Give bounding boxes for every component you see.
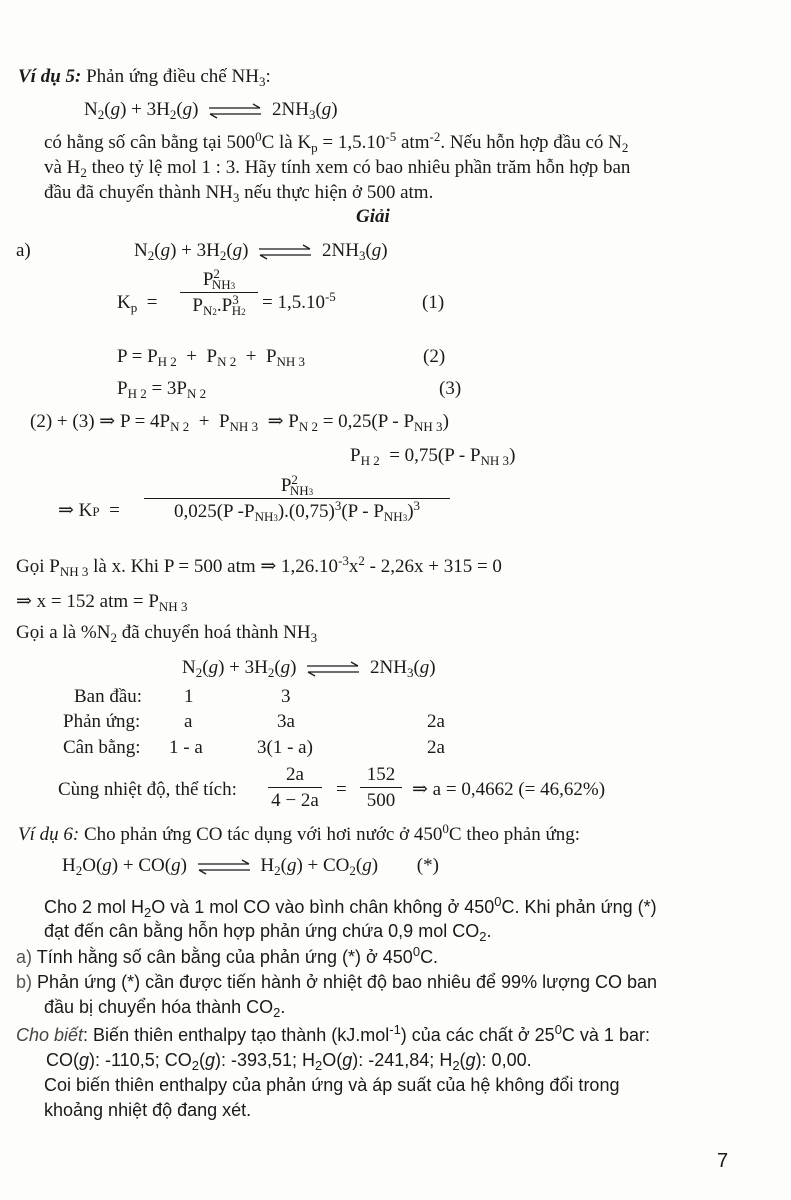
page-number: 7 — [717, 1150, 729, 1172]
example5-label: Ví dụ 5: — [18, 66, 82, 87]
note-line1: Coi biến thiên enthalpy của phản ứng và áp suất của hệ không đổi trong — [44, 1075, 620, 1095]
table-reaction: $N_2(g) + 3H_2(g)$ $2NH_3(g)$ — [182, 657, 436, 680]
eq3-expression: $P_{H 2} = 3P_{N 2}$ — [117, 378, 207, 401]
goi-a-line: Gọi a là $\%N_2$ đã chuyển hoá thành $NH_3$ — [16, 622, 318, 645]
equilibrium-arrow-icon — [305, 661, 361, 677]
cell-nh3-reaction: 2a — [427, 711, 445, 732]
kp-derived-symbol: ⇒ KP = — [58, 500, 120, 521]
row-label-initial: Ban đầu: — [74, 686, 143, 707]
question-b-line1: b) Phản ứng (*) cần được tiến hành ở nhiệt độ bao nhiêu để 99% lượng CO ban — [16, 972, 657, 992]
a-result: ⇒ a = 0,4662 (= 46,62%) — [412, 779, 606, 800]
cell-n2-reaction: a — [184, 711, 193, 732]
given-line: Cho biết: Biến thiên enthalpy tạo thành (kJ.mol$^{-1}$) của các chất ở $25^0C$ và 1 bar: — [16, 1022, 650, 1045]
eq1-label: (1) — [422, 292, 445, 313]
ph2-equation: $P_{H 2} = 0,75(P - P_{NH 3})$ — [350, 445, 516, 468]
cell-n2-equilibrium: 1 - a — [169, 737, 203, 758]
solution-reaction: $N_2(g) + 3H_2(g)$ $2NH_3(g)$ — [134, 240, 388, 263]
cell-h2-reaction: 3a — [277, 711, 295, 732]
question-b-line2: đầu bị chuyển hóa thành $CO_2$. — [44, 997, 286, 1020]
equilibrium-arrow-icon — [257, 244, 313, 260]
eq3-label: (3) — [439, 378, 462, 399]
example6-intro: Ví dụ 6: Cho phản ứng CO tác dụng với hơi nước ở $450^0C$ theo phản ứng: — [18, 821, 581, 845]
values-line: CO(g): -110,5; $CO_2(g)$: -393,51; $H_2O(g)$: -241,84; $H_2(g)$: 0,00. — [46, 1050, 532, 1073]
example5-text-line2: và $H_2$ theo tỷ lệ mol 1 : 3. Hãy tính xem có bao nhiêu phần trăm hỗn hợp ban — [44, 157, 631, 180]
row-label-equilibrium: Cân bằng: — [63, 737, 141, 758]
cell-h2-equilibrium: 3(1 - a) — [257, 737, 313, 758]
example6-p1-line2: đạt đến cân bằng hỗn hợp phản ứng chứa 0,9 mol $CO_2$. — [44, 921, 492, 944]
cell-h2-initial: 3 — [281, 686, 291, 707]
kp-value: = $1,5.10^{-5}$ — [262, 289, 336, 313]
example5-intro: Ví dụ 5: Phản ứng điều chế $NH_3$: — [18, 66, 271, 89]
kp-symbol: $K_p$ = — [117, 292, 158, 315]
eq2-expression: $P = P_{H 2} + P_{N 2} + P_{NH 3}$ — [117, 346, 306, 369]
note-line2: khoảng nhiệt độ đang xét. — [44, 1100, 252, 1120]
question-a: a) Tính hằng số cân bằng của phản ứng (*) ở $450^0C$. — [16, 944, 439, 967]
ratio-fraction-1: 2a 4 − 2a — [268, 763, 322, 814]
example6-reaction: $H_2O(g) + CO(g) H_2(g) + CO_2(g)$ (*) — [62, 855, 439, 878]
cell-n2-initial: 1 — [184, 686, 194, 707]
example5-text-line1: có hằng số cân bằng tại $500^0C$ là $K_p = 1,5.10^{-5}$ atm$^{-2}$. Nếu hỗn hợp đầu có $N_2$ — [44, 129, 629, 155]
example5-reaction: $N_2(g) + 3H_2(g)$ $2NH_3(g)$ — [84, 99, 338, 122]
cell-nh3-equilibrium: 2a — [427, 737, 445, 758]
same-condition-label: Cùng nhiệt độ, thể tích: — [58, 779, 237, 800]
eq2-label: (2) — [423, 346, 446, 367]
ratio-fraction-2: 152 500 — [360, 763, 402, 814]
equilibrium-arrow-icon — [196, 859, 252, 875]
example6-p1-line1: Cho 2 mol $H_2O$ và 1 mol CO vào bình chân không ở $450^0C$. Khi phản ứng (*) — [44, 894, 657, 920]
example5-text-line3: đầu đã chuyển thành $NH_3$ nếu thực hiện ở 500 atm. — [44, 182, 434, 205]
row-label-reaction: Phản ứng: — [63, 711, 141, 732]
substitution-line: Gọi $P_{NH 3}$ là x. Khi P = 500 atm ⇒ $1,26.10^{-3}x^2 - 2,26x + 315 = 0$ — [16, 553, 502, 579]
kp-fraction: $P^2_{NH3}$ $P_{N2}.P^3_{H2}$ — [180, 268, 258, 319]
solution-heading: Giải — [356, 206, 390, 227]
equilibrium-arrow-icon — [207, 103, 263, 119]
example6-label: Ví dụ 6: — [18, 824, 80, 845]
part-a-label: a) — [16, 240, 31, 261]
x-result: ⇒ x = 152 atm = $P_{NH 3}$ — [16, 591, 188, 614]
equals-sign: = — [336, 779, 347, 800]
kp-derived-fraction: $P^2_{NH3}$ 0,025(P $-P_{NH3}).(0,75)^3(P - P_{NH3})^3$ — [144, 474, 450, 525]
combined-equation: (2) + (3) ⇒ $P = 4P_{N 2} + P_{NH 3}$ ⇒ $P_{N 2} = 0,25(P - P_{NH 3})$ — [30, 411, 449, 434]
